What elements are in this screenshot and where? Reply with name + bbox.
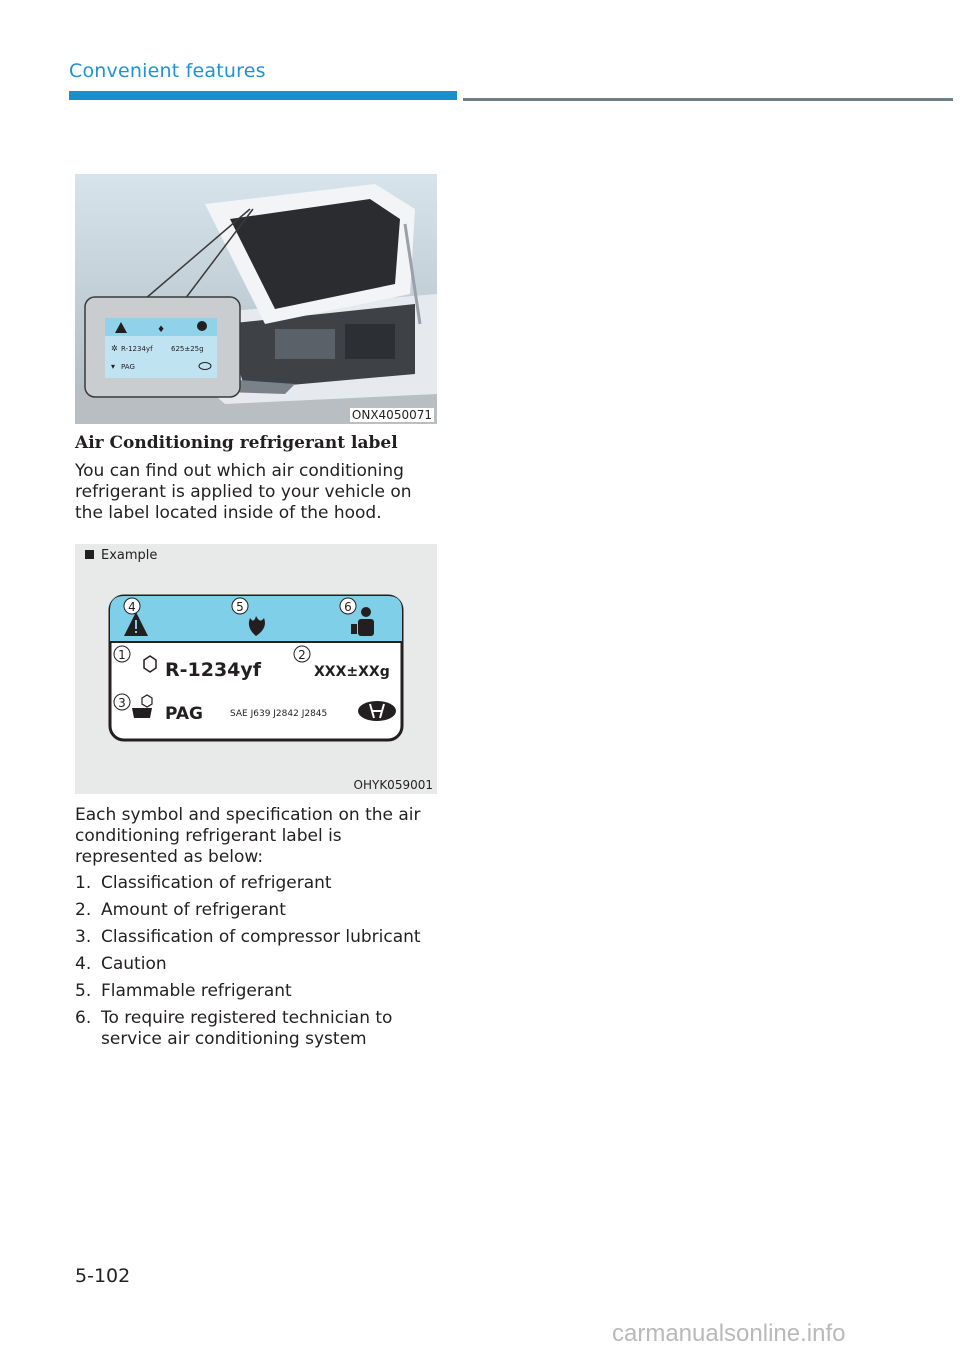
list-item: 1. Classification of refrigerant — [75, 873, 332, 893]
svg-text:♦: ♦ — [157, 325, 166, 335]
list-item-text: Caution — [101, 954, 167, 974]
explanation-paragraph: Each symbol and specification on the air conditioning refrigerant label is represented as below: — [75, 805, 421, 867]
list-item: 3. Classification of compressor lubricant — [75, 927, 421, 947]
inset-lubricant: PAG — [121, 363, 135, 371]
label-lubricant: PAG — [165, 704, 204, 724]
example-code: OHYK059001 — [353, 778, 433, 792]
list-item-text: To require registered technician to service air conditioning system — [101, 1008, 393, 1049]
header-section-title: Convenient features — [69, 60, 266, 82]
svg-text:✲: ✲ — [111, 344, 118, 353]
list-item: 5. Flammable refrigerant — [75, 981, 292, 1001]
callout-5: 5 — [236, 600, 244, 614]
photo-code: ONX4050071 — [351, 408, 432, 422]
technician-icon — [361, 607, 371, 617]
example-caption — [85, 548, 157, 563]
list-item-text: Classification of refrigerant — [101, 873, 332, 893]
page-number: 5-102 — [75, 1265, 131, 1287]
svg-text:▾: ▾ — [111, 362, 116, 371]
symbol-list — [75, 873, 445, 1056]
callout-1: 1 — [118, 648, 126, 662]
callout-3: 3 — [118, 696, 126, 710]
engine-bay-illustration — [75, 174, 437, 424]
intro-paragraph: You can find out which air conditioning refrigerant is applied to your vehicle on the label located inside of the hood. — [75, 461, 412, 523]
list-item-text: Flammable refrigerant — [101, 981, 292, 1001]
header-rule-gray — [463, 98, 953, 101]
watermark: carmanualsonline.info — [612, 1320, 846, 1347]
callout-6: 6 — [344, 600, 352, 614]
list-item-text: Classification of compressor lubricant — [101, 927, 421, 947]
callout-4: 4 — [128, 600, 136, 614]
header-rule-blue — [69, 91, 457, 100]
list-item: 4. Caution — [75, 954, 167, 974]
inset-refrigerant: R-1234yf — [121, 345, 153, 353]
example-caption-text: Example — [101, 548, 158, 563]
callout-2: 2 — [298, 648, 306, 662]
lubricant-icon — [132, 708, 152, 718]
refrigerant-label-illustration — [108, 594, 404, 742]
inset-amount: 625±25g — [171, 345, 204, 353]
label-standards: SAE J639 J2842 J2845 — [230, 709, 328, 719]
example-figure — [75, 544, 437, 794]
section-heading: Air Conditioning refrigerant label — [75, 433, 398, 453]
list-item: 6. To require registered technician to service air conditioning system — [75, 1008, 393, 1049]
list-item: 2. Amount of refrigerant — [75, 900, 286, 920]
label-amount: XXX±XXg — [314, 664, 390, 680]
label-refrigerant: R-1234yf — [165, 659, 262, 681]
caption-bullet — [85, 550, 94, 559]
engine-bay-photo — [75, 174, 437, 424]
list-item-text: Amount of refrigerant — [101, 900, 286, 920]
